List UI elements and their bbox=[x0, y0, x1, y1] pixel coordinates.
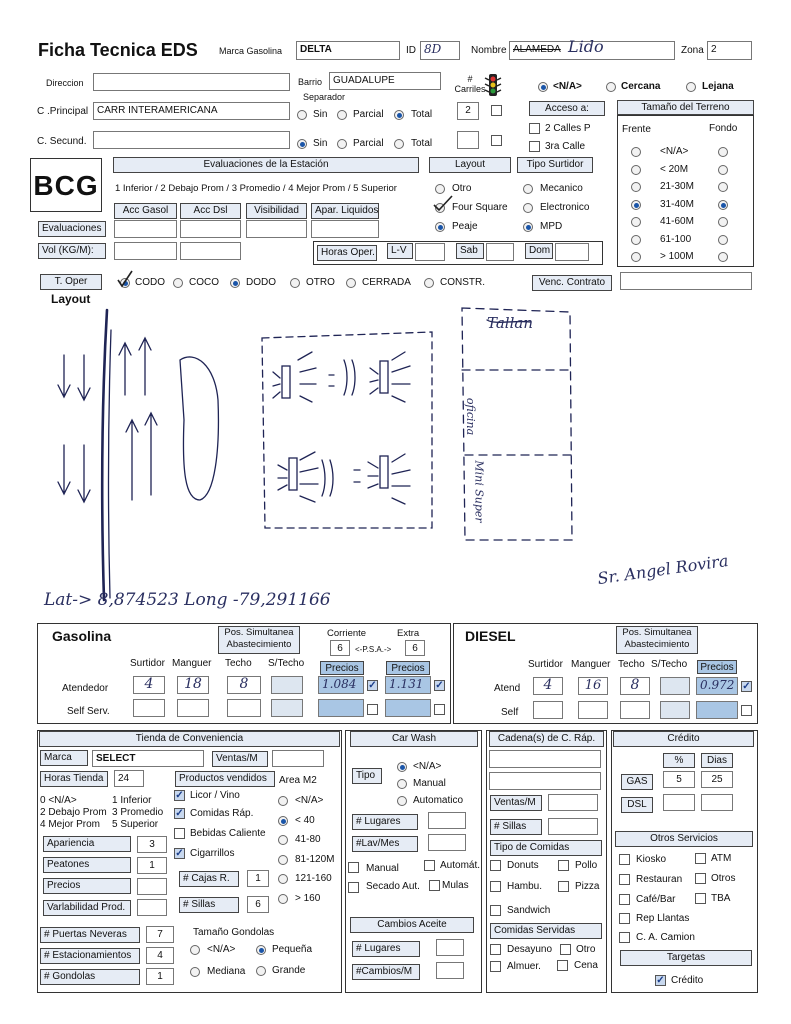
zona-label: Zona bbox=[681, 45, 704, 56]
carwash-manual-checkbox[interactable] bbox=[348, 862, 359, 873]
carwash-autom-checkbox[interactable] bbox=[424, 860, 435, 871]
carwash-manual-radio[interactable] bbox=[397, 779, 407, 789]
carwash-na-radio[interactable] bbox=[397, 762, 407, 772]
cambios-lugares-field[interactable] bbox=[436, 939, 464, 956]
tienda-apariencia-field[interactable]: 3 bbox=[137, 836, 167, 853]
cprincipal-field[interactable]: CARR INTERAMERICANA bbox=[93, 102, 290, 120]
otros-rep-checkbox[interactable] bbox=[619, 913, 630, 924]
gasolina-pos-sim: Pos. Simultanea Abastecimiento bbox=[218, 626, 300, 654]
terreno-option-label: 21-30M bbox=[660, 181, 694, 192]
cambios-mes-label: #Cambios/M bbox=[352, 964, 420, 980]
eval-col-acc-gasol: Acc Gasol bbox=[114, 203, 177, 219]
credito-dsl-pct-field[interactable] bbox=[663, 794, 695, 811]
tienda-legend-1: 1 Inferior bbox=[112, 795, 152, 806]
gas-surtidor-value: 4 bbox=[144, 676, 154, 692]
gasolina-stecho-label: S/Techo bbox=[268, 658, 305, 669]
cadena-ventas-label: Ventas/M bbox=[490, 795, 542, 811]
csecund-label: C. Secund. bbox=[37, 136, 87, 147]
otros-header: Otros Servicios bbox=[615, 831, 753, 847]
tienda-variabilidad-label: Varlabilidad Prod. bbox=[43, 900, 131, 916]
toper-otro-label: OTRO bbox=[306, 277, 335, 288]
diesel-self-manguer[interactable] bbox=[578, 701, 608, 719]
gasolina-precio2[interactable] bbox=[385, 676, 431, 694]
area-option-label: > 160 bbox=[295, 892, 321, 904]
secund-total-label: Total bbox=[411, 138, 433, 149]
gondola-gr-label: Grande bbox=[272, 965, 306, 976]
gondola-med-radio[interactable] bbox=[190, 967, 200, 977]
diesel-precio[interactable] bbox=[696, 677, 738, 695]
tipo-surtidor-header: Tipo Surtidor bbox=[517, 157, 593, 173]
gasolina-at-stecho[interactable] bbox=[271, 676, 303, 694]
diesel-at-surtidor[interactable] bbox=[533, 677, 563, 695]
tienda-estac-field[interactable]: 4 bbox=[146, 947, 174, 964]
tienda-gondolas-field[interactable]: 1 bbox=[146, 968, 174, 985]
area-radio[interactable] bbox=[278, 796, 288, 806]
gasolina-surtidor-label: Surtidor bbox=[130, 658, 166, 669]
carwash-auto-radio[interactable] bbox=[397, 796, 407, 806]
cadena-name-field-1[interactable] bbox=[489, 750, 601, 768]
otros-cafe-label: Café/Bar bbox=[636, 894, 676, 905]
id-label: ID bbox=[406, 45, 416, 56]
cadena-donuts-checkbox[interactable] bbox=[490, 860, 501, 871]
credito-gas-dias-field[interactable]: 25 bbox=[701, 771, 733, 788]
principal-parcial-label: Parcial bbox=[353, 109, 384, 120]
prod-licor-label: Licor / Vino bbox=[190, 790, 240, 801]
dsl-manguer-value: 16 bbox=[584, 678, 602, 693]
tienda-sillas-field[interactable]: 6 bbox=[247, 896, 269, 913]
gasolina-self-surtidor[interactable] bbox=[133, 699, 165, 717]
gondola-peq-label: Pequeña bbox=[272, 944, 313, 955]
diesel-manguer-label: Manguer bbox=[571, 659, 611, 670]
eval-col-apar: Apar. Liquidos bbox=[311, 203, 379, 219]
principal-sin-label: Sin bbox=[313, 109, 328, 120]
tienda-peatones-field[interactable]: 1 bbox=[137, 857, 167, 874]
diesel-self-techo[interactable] bbox=[620, 701, 650, 719]
tienda-puertas-label: # Puertas Neveras bbox=[40, 927, 140, 943]
gas-manguer-value: 18 bbox=[184, 676, 202, 692]
gas-precio2-value: 1.131 bbox=[389, 677, 424, 691]
tienda-legend-4: 4 Mejor Prom bbox=[40, 819, 101, 830]
prod-comidas-checkbox[interactable]: ✓ bbox=[175, 808, 184, 819]
diesel-self-precio[interactable] bbox=[696, 701, 738, 719]
gasolina-precios1-label: Precios bbox=[320, 661, 364, 675]
evaluaciones-scale: 1 Inferior / 2 Debajo Prom / 3 Promedio / 4 Mejor Prom / 5 Superior bbox=[115, 183, 397, 194]
dsl-surtidor-value: 4 bbox=[543, 677, 553, 693]
toper-codo-label: CODO bbox=[135, 277, 165, 288]
carwash-na-label: <N/A> bbox=[413, 761, 442, 772]
gasolina-self-precio1[interactable] bbox=[318, 699, 364, 717]
diesel-atend-label: Atend bbox=[494, 683, 521, 694]
barrio-label: Barrio bbox=[298, 77, 323, 87]
diesel-pos-sim: Pos. Simultanea Abastecimiento bbox=[616, 626, 698, 654]
distance-cercana-label: Cercana bbox=[621, 81, 661, 92]
tienda-horas-field[interactable]: 24 bbox=[114, 770, 144, 787]
credito-header: Crédito bbox=[613, 731, 754, 747]
horas-sab-label: Sab bbox=[456, 243, 484, 259]
nombre-value: ALAMEDA bbox=[513, 44, 561, 55]
carwash-cb-secado-label: Secado Aut. bbox=[366, 881, 420, 892]
diesel-self-precio-checkbox[interactable] bbox=[741, 705, 752, 716]
carriles-principal-field[interactable]: 2 bbox=[457, 102, 479, 120]
cadena-sandwich-label: Sandwich bbox=[507, 905, 551, 916]
carriles-label: # Carriles bbox=[454, 74, 486, 94]
acceso-2calles-label: 2 Calles P bbox=[545, 123, 591, 134]
cprincipal-label: C .Principal bbox=[37, 106, 89, 117]
otros-camion-label: C. A. Camion bbox=[636, 932, 695, 943]
id-handwritten: 8D bbox=[424, 42, 442, 56]
gondola-na-radio[interactable] bbox=[190, 945, 200, 955]
zona-field[interactable]: 2 bbox=[707, 41, 752, 60]
gondola-peq-radio[interactable] bbox=[256, 945, 266, 955]
otros-cafe-checkbox[interactable] bbox=[619, 894, 630, 905]
area-option-label: 121-160 bbox=[295, 873, 332, 884]
carwash-lav-label: #Lav/Mes bbox=[352, 836, 418, 852]
area-option-label: <N/A> bbox=[295, 795, 324, 806]
carwash-cb-autom-label: Automát. bbox=[440, 860, 481, 871]
cadena-hambu-checkbox[interactable] bbox=[490, 881, 501, 892]
credito-dsl-label: DSL bbox=[621, 797, 653, 813]
principal-total-label: Total bbox=[411, 109, 433, 120]
terreno-option-label: 61-100 bbox=[660, 233, 692, 245]
diesel-self-label: Self bbox=[501, 707, 519, 718]
tienda-marca-field[interactable]: SELECT bbox=[92, 750, 204, 767]
distance-na-label: <N/A> bbox=[553, 81, 582, 92]
cadena-otro-checkbox[interactable] bbox=[560, 944, 571, 955]
gasolina-extra-field[interactable]: 6 bbox=[405, 640, 425, 656]
otros-restaur-label: Restauran bbox=[636, 874, 683, 885]
otros-otros-checkbox[interactable] bbox=[695, 873, 706, 884]
cadena-tipo-label: Tipo de Comidas bbox=[490, 840, 602, 856]
surtidor-mec-label: Mecanico bbox=[540, 183, 583, 194]
distance-lejana-label: Lejana bbox=[702, 81, 734, 92]
area-radio[interactable] bbox=[278, 874, 288, 884]
diesel-surtidor-label: Surtidor bbox=[528, 659, 564, 670]
separador-label: Separador bbox=[303, 92, 346, 102]
venc-contrato-label: Venc. Contrato bbox=[532, 275, 612, 291]
tienda-sillas-label: # Sillas bbox=[179, 897, 239, 913]
toper-coco-label: COCO bbox=[189, 277, 219, 288]
tienda-variabilidad-field[interactable] bbox=[137, 899, 167, 916]
tienda-ventas-field[interactable] bbox=[272, 750, 324, 767]
credito-dsl-dias-field[interactable] bbox=[701, 794, 733, 811]
cadena-otro-label: Otro bbox=[576, 944, 596, 955]
tienda-marca-label: Marca bbox=[40, 750, 88, 766]
acceso-3ra-label: 3ra Calle bbox=[545, 141, 586, 152]
gasolina-self-precio1-checkbox[interactable] bbox=[367, 704, 378, 715]
area-option-label: 81-120M bbox=[295, 853, 335, 865]
terreno-option-label: 41-60M bbox=[660, 216, 694, 227]
otros-otros-label: Otros bbox=[711, 873, 736, 884]
credito-pct-label: % bbox=[663, 753, 695, 768]
diesel-precios-label: Precios bbox=[697, 660, 737, 674]
gasolina-self-precio2[interactable] bbox=[385, 699, 431, 717]
cadena-sillas-field[interactable] bbox=[548, 818, 598, 835]
cadena-pollo-checkbox[interactable] bbox=[558, 860, 569, 871]
secund-parcial-label: Parcial bbox=[353, 138, 384, 149]
acceso-header: Acceso a: bbox=[529, 101, 605, 116]
cadena-servidas-label: Comidas Servidas bbox=[490, 923, 602, 939]
gasolina-corriente-field[interactable]: 6 bbox=[330, 640, 350, 656]
tienda-header: Tienda de Conveniencia bbox=[39, 731, 340, 747]
carwash-header: Car Wash bbox=[350, 731, 478, 747]
evaluaciones-header: Evaluaciones de la Estación bbox=[113, 157, 419, 173]
credito-dias-label: Dias bbox=[701, 753, 733, 768]
prod-comidas-label: Comidas Ráp. bbox=[190, 808, 254, 819]
area-option-label: 41-80 bbox=[295, 834, 321, 845]
tienda-legend-5: 5 Superior bbox=[112, 819, 159, 830]
tienda-precios-label: Precios bbox=[43, 878, 131, 894]
cadena-pizza-label: Pizza bbox=[575, 881, 600, 892]
gasolina-title: Gasolina bbox=[52, 628, 112, 644]
diesel-precio-checkbox[interactable]: ✓ bbox=[742, 681, 751, 692]
otros-tba-label: TBA bbox=[711, 893, 731, 904]
targetas-credito-checkbox[interactable]: ✓ bbox=[656, 975, 665, 986]
cadena-almuer-checkbox[interactable] bbox=[490, 961, 501, 972]
tienda-peatones-label: Peatones bbox=[43, 857, 131, 873]
gasolina-psa-label: <-P.S.A.-> bbox=[355, 645, 392, 654]
gas-precio1-value: 1.084 bbox=[322, 677, 357, 691]
diesel-self-surtidor[interactable] bbox=[533, 701, 563, 719]
gondola-med-label: Mediana bbox=[207, 966, 246, 977]
gasolina-at-techo[interactable] bbox=[227, 676, 261, 694]
toper-cerrada-label: CERRADA bbox=[362, 277, 411, 288]
carwash-cb-mulas-label: Mulas bbox=[442, 880, 469, 891]
terreno-option-label: > 100M bbox=[660, 251, 694, 262]
gasolina-manguer-label: Manguer bbox=[172, 658, 212, 669]
sketch-oficina: oficina bbox=[464, 397, 478, 436]
gasolina-extra-label: Extra bbox=[397, 628, 420, 639]
toper-dodo-label: DODO bbox=[246, 277, 276, 288]
tamano-gondolas-label: Tamaño Gondolas bbox=[193, 927, 275, 938]
marca-label: Marca Gasolina bbox=[219, 46, 283, 56]
gasolina-at-surtidor[interactable] bbox=[133, 676, 165, 694]
terreno-option-label: < 20M bbox=[660, 163, 689, 175]
layout-otro-label: Otro bbox=[452, 183, 472, 194]
otros-rep-label: Rep Llantas bbox=[636, 913, 690, 924]
tienda-ventas-label: Ventas/M bbox=[212, 751, 268, 767]
cadena-sillas-label: # Sillas bbox=[490, 819, 542, 835]
logo-text: BCG bbox=[33, 170, 99, 201]
gasolina-precio1-checkbox[interactable]: ✓ bbox=[368, 680, 377, 691]
cadena-almuer-label: Almuer. bbox=[507, 961, 541, 972]
gasolina-precio2-checkbox[interactable]: ✓ bbox=[435, 680, 444, 691]
gondola-na-label: <N/A> bbox=[207, 944, 236, 955]
otros-kiosko-checkbox[interactable] bbox=[619, 854, 630, 865]
diesel-techo-label: Techo bbox=[618, 659, 645, 670]
tienda-cajas-label: # Cajas R. bbox=[179, 871, 239, 887]
surtidor-mpd-label: MPD bbox=[540, 221, 563, 232]
tienda-horas-label: Horas Tienda bbox=[40, 771, 108, 787]
tienda-legend-0: 0 <N/A> bbox=[40, 795, 77, 806]
credito-gas-label: GAS bbox=[621, 774, 653, 790]
nombre-label: Nombre bbox=[471, 45, 507, 56]
cambios-header: Cambios Aceite bbox=[350, 917, 474, 933]
carwash-lugares-label: # Lugares bbox=[352, 814, 418, 830]
carwash-secado-checkbox[interactable] bbox=[348, 882, 359, 893]
area-radio[interactable] bbox=[278, 855, 288, 865]
tienda-gondolas-label: # Gondolas bbox=[40, 969, 140, 985]
dsl-precio-value: 0.972 bbox=[700, 678, 735, 692]
gasolina-self-precio2-checkbox[interactable] bbox=[434, 704, 445, 715]
tienda-cajas-field[interactable]: 1 bbox=[247, 870, 269, 887]
sketch-mini-super: Mini Super bbox=[472, 460, 486, 523]
otros-kiosko-label: Kiosko bbox=[636, 854, 667, 865]
otros-tba-checkbox[interactable] bbox=[695, 893, 706, 904]
prod-cigarrillos-checkbox[interactable]: ✓ bbox=[175, 848, 184, 859]
area-radio[interactable] bbox=[278, 816, 288, 826]
lat-long-coordinates: Lat-> 8,874523 Long -79,291166 bbox=[44, 590, 331, 610]
nombre-handwritten: Lido bbox=[568, 37, 604, 56]
tienda-precios-field[interactable] bbox=[137, 878, 167, 895]
page-title: Ficha Tecnica EDS bbox=[38, 40, 198, 60]
otros-atm-checkbox[interactable] bbox=[695, 853, 706, 864]
diesel-title: DIESEL bbox=[465, 628, 516, 644]
cadena-donuts-label: Donuts bbox=[507, 860, 539, 871]
gasolina-techo-label: Techo bbox=[225, 658, 252, 669]
diesel-at-techo[interactable] bbox=[620, 677, 650, 695]
eval-row-vol: Vol (KG/M): bbox=[38, 243, 106, 259]
tienda-legend-2: 2 Debajo Prom bbox=[40, 807, 107, 818]
area-radio[interactable] bbox=[278, 835, 288, 845]
prod-licor-checkbox[interactable]: ✓ bbox=[175, 790, 184, 801]
layout-four-label: Four Square bbox=[452, 202, 508, 213]
otros-atm-label: ATM bbox=[711, 853, 732, 864]
carwash-manual-label: Manual bbox=[413, 778, 446, 789]
cadena-pollo-label: Pollo bbox=[575, 860, 598, 871]
carwash-tipo-label: Tipo bbox=[352, 768, 382, 784]
gas-techo-value: 8 bbox=[239, 676, 249, 692]
signature: Sr. Angel Rovira bbox=[596, 550, 730, 589]
eval-row-evaluaciones: Evaluaciones bbox=[38, 221, 106, 237]
layout-peaje-label: Peaje bbox=[452, 221, 478, 232]
eval-col-acc-dsl: Acc Dsl bbox=[180, 203, 241, 219]
horas-lv-label: L-V bbox=[387, 243, 413, 259]
cadena-cena-checkbox[interactable] bbox=[557, 960, 568, 971]
gasolina-precios2-label: Precios bbox=[386, 661, 430, 675]
targetas-header: Targetas bbox=[620, 950, 752, 966]
cadena-hambu-label: Hambu. bbox=[507, 881, 543, 892]
carwash-mulas-checkbox[interactable] bbox=[429, 880, 440, 891]
cadena-name-field-2[interactable] bbox=[489, 772, 601, 790]
diesel-stecho-label: S/Techo bbox=[651, 659, 688, 670]
horas-label: Horas Oper. bbox=[317, 245, 377, 261]
terreno-option-label: 31-40M bbox=[660, 198, 694, 210]
horas-dom-label: Dom bbox=[525, 243, 553, 259]
terreno-frente-label: Frente bbox=[622, 124, 651, 135]
cambios-mes-field[interactable] bbox=[436, 962, 464, 979]
toper-label: T. Oper bbox=[40, 274, 102, 290]
tienda-legend-3: 3 Promedio bbox=[112, 807, 164, 818]
eval-col-visibilidad: Visibilidad bbox=[246, 203, 307, 219]
cadena-header: Cadena(s) de C. Ráp. bbox=[489, 731, 604, 747]
tienda-area-label: Area M2 bbox=[279, 775, 317, 786]
terreno-header: Tamaño del Terreno bbox=[617, 100, 754, 115]
barrio-field[interactable]: GUADALUPE bbox=[329, 72, 441, 90]
diesel-at-stecho[interactable] bbox=[660, 677, 690, 695]
otros-camion-checkbox[interactable] bbox=[619, 932, 630, 943]
prod-bebidas-label: Bebidas Caliente bbox=[190, 828, 266, 839]
gasolina-atendedor-label: Atendedor bbox=[62, 683, 109, 694]
diesel-at-manguer[interactable] bbox=[578, 677, 608, 695]
cadena-pizza-checkbox[interactable] bbox=[558, 881, 569, 892]
cadena-desayuno-label: Desayuno bbox=[507, 944, 553, 955]
cadena-desayuno-checkbox[interactable] bbox=[490, 944, 501, 955]
tienda-estac-label: # Estacionamientos bbox=[40, 948, 140, 964]
credito-gas-pct-field[interactable]: 5 bbox=[663, 771, 695, 788]
gasolina-at-manguer[interactable] bbox=[177, 676, 209, 694]
surtidor-elec-label: Electronico bbox=[540, 202, 590, 213]
cadena-sandwich-checkbox[interactable] bbox=[490, 905, 501, 916]
gasolina-self-stecho[interactable] bbox=[271, 699, 303, 717]
gasolina-self-label: Self Serv. bbox=[67, 706, 110, 717]
layout-header: Layout bbox=[429, 157, 511, 173]
cambios-lugares-label: # Lugares bbox=[352, 941, 420, 957]
cadena-ventas-field[interactable] bbox=[548, 794, 598, 811]
carwash-cb-manual-label: Manual bbox=[366, 863, 399, 874]
area-radio[interactable] bbox=[278, 894, 288, 904]
toper-constr-label: CONSTR. bbox=[440, 277, 485, 288]
gasolina-precio1[interactable] bbox=[318, 676, 364, 694]
gasolina-self-manguer[interactable] bbox=[177, 699, 209, 717]
direccion-label: Direccion bbox=[46, 78, 84, 88]
dsl-techo-value: 8 bbox=[630, 677, 640, 693]
otros-restaur-checkbox[interactable] bbox=[619, 874, 630, 885]
sketch-tallan: Tallan bbox=[487, 314, 533, 332]
layout-section-title: Layout bbox=[51, 292, 91, 306]
gondola-gr-radio[interactable] bbox=[256, 966, 266, 976]
terreno-option-label: <N/A> bbox=[660, 146, 689, 157]
tienda-productos-label: Productos vendidos bbox=[175, 771, 275, 787]
tienda-puertas-field[interactable]: 7 bbox=[146, 926, 174, 943]
gasolina-corriente-label: Corriente bbox=[327, 628, 367, 639]
carwash-auto-label: Automatico bbox=[413, 795, 464, 806]
targetas-credito-label: Crédito bbox=[671, 975, 704, 986]
carwash-lugares-field[interactable] bbox=[428, 812, 466, 829]
secund-sin-label: Sin bbox=[313, 138, 328, 149]
cadena-cena-label: Cena bbox=[574, 960, 598, 971]
diesel-self-stecho[interactable] bbox=[660, 701, 690, 719]
prod-cigarrillos-label: Cigarrillos bbox=[190, 848, 235, 859]
marca-field[interactable]: DELTA bbox=[296, 41, 400, 60]
terreno-fondo-label: Fondo bbox=[709, 123, 738, 134]
gasolina-self-techo[interactable] bbox=[227, 699, 261, 717]
area-option-label: < 40 bbox=[295, 814, 315, 826]
prod-bebidas-checkbox[interactable] bbox=[174, 828, 185, 839]
carwash-lav-field[interactable] bbox=[428, 834, 466, 851]
tienda-apariencia-label: Apariencia bbox=[43, 836, 131, 852]
